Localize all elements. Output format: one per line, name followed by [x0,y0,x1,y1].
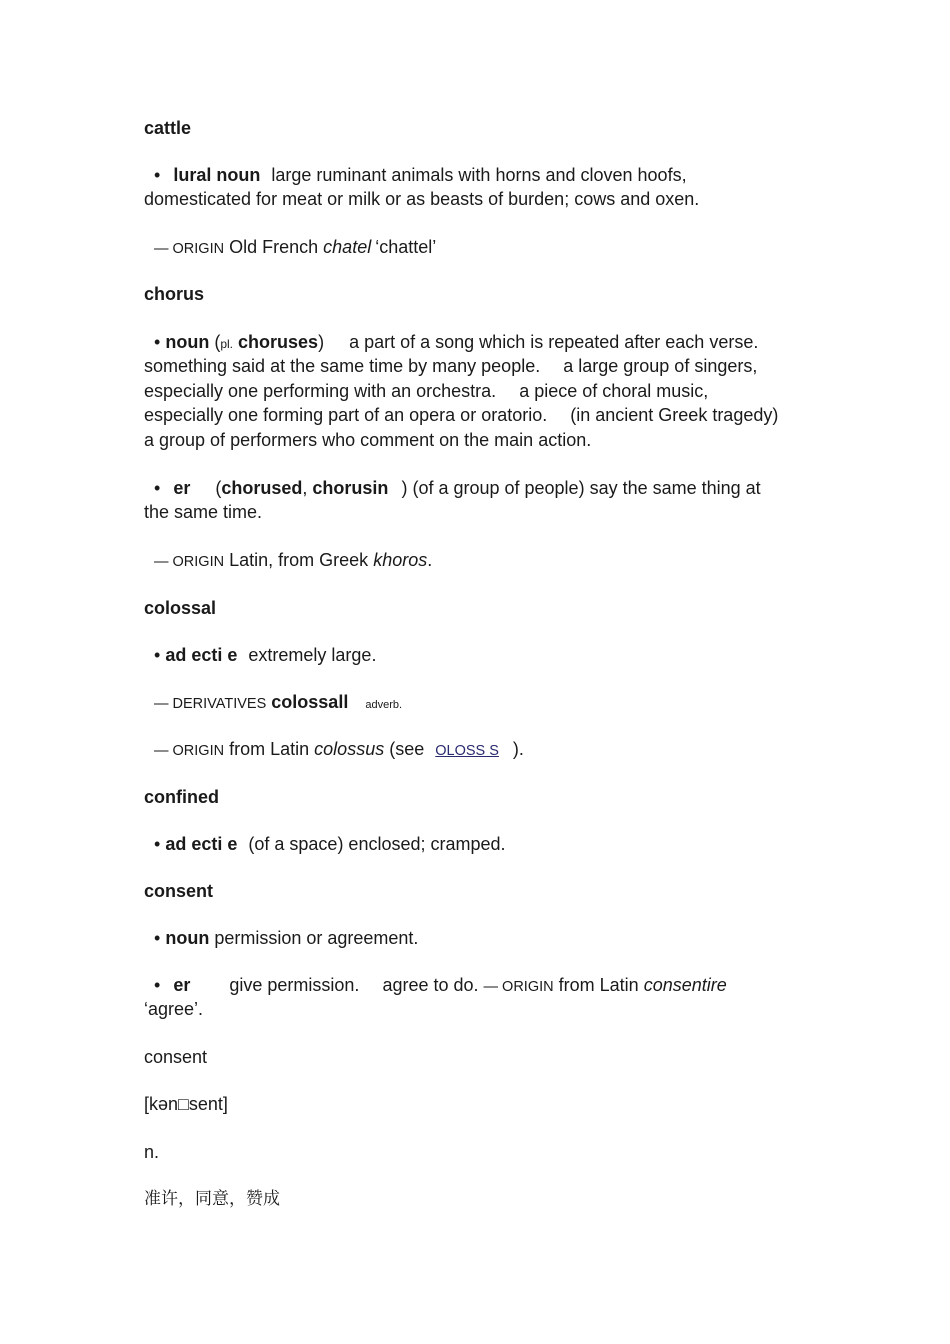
chorus-form-2: chorusin [312,478,389,498]
headword-cattle: cattle [144,118,192,138]
origin-text: Old French [229,237,319,257]
colossal-sense: • ad ecti e extremely large. [154,645,377,665]
consent-noun-sense: • noun permission or agreement. [154,928,419,948]
cattle-pos: lural noun [173,165,261,185]
origin-label: — ORIGIN [154,241,225,257]
consent-verb-def-2: agree to do. [382,975,479,995]
chorus-noun-pos: noun [165,332,210,352]
glossary-pos: n. [144,1142,160,1162]
cattle-def: large ruminant animals with horns and cloven hoofs, [271,165,687,185]
consent-verb-sense: • er give permission. agree to do. — ORIGIN from Latin consentire [154,975,727,995]
cattle-origin [144,235,436,262]
chorus-def-line-3 [144,379,708,404]
glossary-pronunciation: [kən□sent] [144,1094,228,1114]
confined-def: (of a space) enclosed; cramped. [248,834,506,854]
colossal-origin: — ORIGIN from Latin colossus (see OLOSS S ). [154,739,524,759]
chorus-def-2b: a large group of singers, [563,356,758,376]
chorus-form-1: chorused [221,478,303,498]
origin-word: colossus [314,739,385,759]
chorus-def-5: a group of performers who comment on the main action. [144,430,592,450]
origin-label: — ORIGIN [483,979,554,995]
origin-label: — ORIGIN [154,554,225,570]
chorus-def-1: a part of a song which is repeated after each verse. [349,332,759,352]
derivative-word: colossall [271,692,349,712]
consent-verb-def-1: give permission. [229,975,360,995]
chorus-def-4b: (in ancient Greek tragedy) [570,405,779,425]
chorus-verb-def-cont: the same time. [144,502,263,522]
chorus-def-3a: especially one performing with an orchestra. [144,381,497,401]
colossal-derivatives: — DERIVATIVES colossall adverb. [154,692,403,712]
cattle-def-cont: domesticated for meat or milk or as beasts of burden; cows and oxen. [144,189,700,209]
confined-sense: • ad ecti e (of a space) enclosed; cramped. [154,834,506,854]
glossary-meaning: 准许，同意，赞成 [144,1189,280,1209]
chorus-verb-sense: • er (chorused, chorusin ) (of a group of people) say the same thing at [154,478,761,498]
cross-reference-link[interactable]: OLOSS S [435,743,499,759]
chorus-origin: — ORIGIN Latin, from Greek khoros. [154,550,433,570]
consent-verb-pos: er [173,975,191,995]
colossal-pos: ad ecti e [165,645,238,665]
chorus-def-4a: especially one forming part of an opera or oratorio. [144,405,548,425]
plural-label: pl. [220,337,234,351]
chorus-def-2a: something said at the same time by many people. [144,356,541,376]
headword-consent: consent [144,881,214,901]
origin-word: khoros [373,550,428,570]
chorus-def-line-4 [144,403,778,428]
headword-colossal: colossal [144,598,217,618]
chorus-def-line-2 [144,354,757,379]
consent-origin-gloss: ‘agree’. [144,999,204,1019]
consent-noun-pos: noun [165,928,210,948]
derivatives-label: — DERIVATIVES [154,696,267,712]
headword-chorus: chorus [144,284,205,304]
origin-text: Latin, from Greek [229,550,369,570]
origin-word: consentire [643,975,727,995]
origin-text: from Latin [558,975,639,995]
see-text: (see [389,739,425,759]
colossal-def: extremely large. [248,645,377,665]
origin-label: — ORIGIN [154,743,225,759]
cattle-sense-1: • lural noun large ruminant animals with horns and cloven hoofs, [154,165,687,185]
chorus-noun-sense: • noun (pl. choruses) a part of a song which is repeated after each verse. [154,332,759,352]
origin-gloss: ‘chattel’ [375,237,437,257]
derivative-pos: adverb [365,699,399,711]
confined-pos: ad ecti e [165,834,238,854]
origin-word: chatel [323,237,372,257]
origin-text: from Latin [229,739,310,759]
chorus-verb-def: ) (of a group of people) say the same thing at [401,478,761,498]
consent-noun-def: permission or agreement. [214,928,419,948]
headword-confined: confined [144,787,219,807]
chorus-plural: choruses [238,332,319,352]
glossary-word: consent [144,1047,208,1067]
chorus-def-3b: a piece of choral music, [519,381,709,401]
chorus-verb-pos: er [173,478,191,498]
